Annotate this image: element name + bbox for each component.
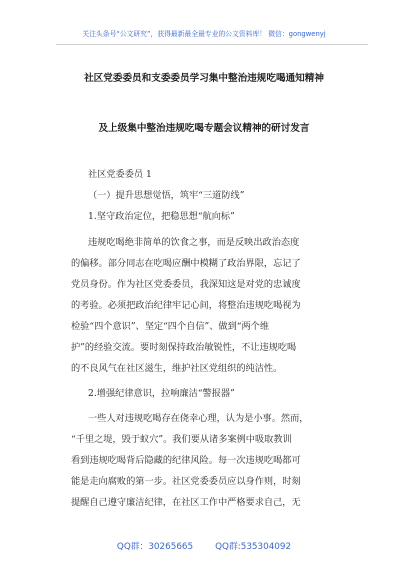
header-banner-text: 关注头条号“公文研究”，获得最新最全最专业的公文资料库！ 微信：gongwenyj — [82, 30, 326, 38]
subsection-heading: 1.坚守政治定位，把稳思想“航向标” — [88, 211, 235, 222]
paragraph-line: 看到违规吃喝背后隐藏的纪律风险。每一次违规吃喝都可 — [71, 455, 301, 466]
paragraph-line: 的偏移。部分同志在吃喝应酬中模糊了政治界限，忘记了 — [71, 258, 301, 269]
header-divider — [56, 44, 368, 45]
paragraph-line: 检验“四个意识”、坚定“四个自信”、做到“两个维 — [71, 321, 270, 332]
paragraph-line: 提醒自己遵守廉洁纪律，在社区工作中严格要求自己，无 — [71, 497, 301, 508]
header-banner — [0, 0, 408, 44]
document-title-line-2: 及上级集中整治违规吃喝专题会议精神的研讨发言 — [98, 123, 310, 134]
paragraph-line: 党员身份。作为社区党委委员，我深知这是对党的忠诚度 — [71, 279, 301, 290]
paragraph-line: “千里之堤，毁于蚁穴”。我们要从诸多案例中吸取教训 — [71, 434, 292, 445]
paragraph-line: 的考验。必须把政治纪律牢记心间，将整治违规吃喝视为 — [71, 300, 301, 311]
footer-contacts — [0, 539, 408, 552]
paragraph-line: 违规吃喝绝非简单的饮食之事，而是反映出政治态度 — [88, 237, 300, 248]
footer-qq-group-1: QQ群：30265665 — [116, 542, 194, 552]
paragraph-line: 能是走向腐败的第一步。社区党委委员应以身作则，时刻 — [71, 476, 301, 487]
document-title-line-1: 社区党委委员和支委委员学习集中整治违规吃喝通知精神 — [84, 73, 324, 84]
subsection-heading: 2.增强纪律意识，拉响廉洁“警报器” — [88, 388, 235, 399]
section-heading: （一）提升思想觉悟，筑牢“三道防线” — [88, 190, 245, 201]
paragraph-line: 的不良风气在社区滋生，维护社区党组织的纯洁性。 — [71, 363, 283, 374]
author-line: 社区党委委员 1 — [88, 169, 152, 180]
paragraph-line: 护”的经验交流。要时刻保持政治敏锐性，不让违规吃喝 — [71, 342, 297, 353]
footer-qq-group-2: QQ群:535304092 — [215, 542, 292, 552]
paragraph-line: 一些人对违规吃喝存在侥幸心理，认为是小事。然而， — [88, 413, 309, 424]
